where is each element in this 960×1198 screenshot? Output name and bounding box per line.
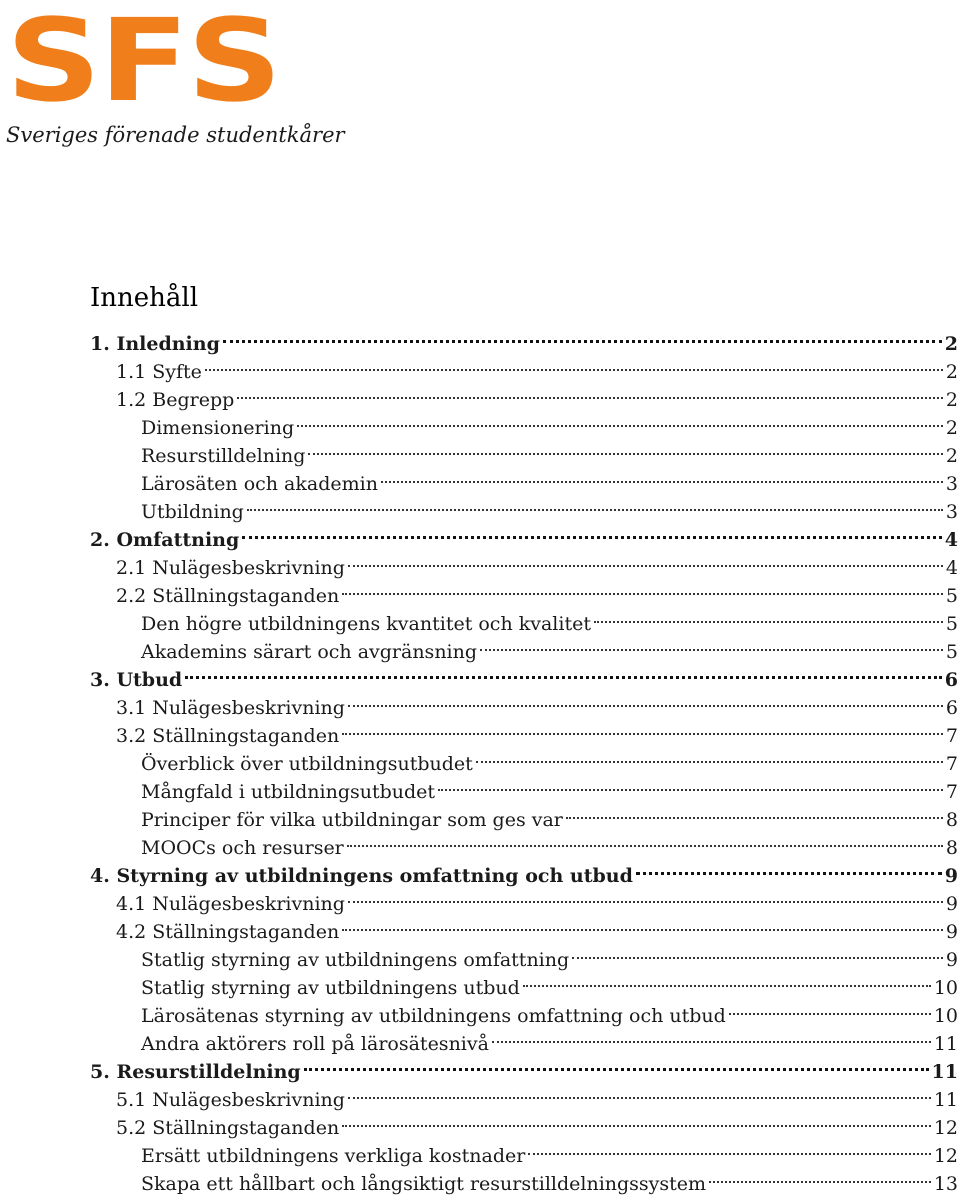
toc-entry-title: Statlig styrning av utbildningens utbud	[141, 977, 520, 999]
toc-page-number: 12	[933, 1145, 958, 1167]
toc-page-number: 2	[945, 389, 958, 411]
toc-entry[interactable]	[90, 322, 958, 355]
toc-dot-leader	[223, 322, 942, 350]
toc-entry-title: 5.2 Ställningstaganden	[116, 1117, 340, 1139]
toc-page-number: 3	[945, 473, 958, 495]
toc-page-number: 6	[945, 697, 958, 719]
toc-entry-title: 1. Inledning	[90, 333, 220, 355]
toc-entry-title: 2. Omfattning	[90, 529, 240, 551]
toc-entry-title: Lärosäten och akademin	[141, 473, 378, 495]
toc-page-number: 13	[933, 1173, 958, 1195]
toc-entry[interactable]	[90, 350, 958, 383]
toc-page-number: 7	[945, 753, 958, 775]
toc-entry[interactable]	[90, 378, 958, 411]
toc-entry-title: 5. Resurstilldelning	[90, 1061, 301, 1083]
toc-entry-title: Statlig styrning av utbildningens omfattning	[141, 949, 570, 971]
toc-page-number: 5	[945, 641, 958, 663]
toc-page-number: 10	[933, 1005, 958, 1027]
toc-entry-title: 3.2 Ställningstaganden	[116, 725, 340, 747]
toc-page-number: 9	[945, 893, 958, 915]
toc-dot-leader	[297, 406, 943, 434]
toc-dot-leader	[247, 490, 943, 518]
toc-entry[interactable]	[90, 658, 958, 691]
toc-page-number: 9	[945, 949, 958, 971]
toc-dot-leader	[205, 350, 943, 378]
toc-dot-leader	[348, 686, 943, 714]
toc-entry-title: 5.1 Nulägesbeskrivning	[116, 1089, 345, 1111]
toc-page-number: 4	[945, 557, 958, 579]
logo-tagline: Sveriges förenade studentkårer	[6, 123, 345, 147]
toc-dot-leader	[438, 770, 943, 798]
toc-entry-title: Andra aktörers roll på lärosätesnivå	[141, 1033, 489, 1055]
toc-dot-leader	[348, 882, 943, 910]
toc-page-number: 8	[945, 809, 958, 831]
toc-dot-leader	[348, 546, 943, 574]
toc-dot-leader	[185, 658, 942, 686]
toc-page-number: 9	[945, 921, 958, 943]
toc-entry-title: Ersätt utbildningens verkliga kostnader	[141, 1145, 526, 1167]
toc-dot-leader	[308, 434, 942, 462]
toc-dot-leader	[709, 1162, 931, 1190]
toc-entry-title: 1.1 Syfte	[116, 361, 202, 383]
toc-page-number: 8	[945, 837, 958, 859]
toc-dot-leader	[492, 1022, 931, 1050]
toc-entry-title: 3.1 Nulägesbeskrivning	[116, 697, 345, 719]
toc-dot-leader	[566, 798, 943, 826]
toc-entry-title: Den högre utbildningens kvantitet och kvalitet	[141, 613, 591, 635]
toc-page-number: 11	[931, 1061, 958, 1083]
toc-entry-title: Principer för vilka utbildningar som ges var	[141, 809, 563, 831]
toc-entry[interactable]	[90, 686, 958, 719]
toc-page-number: 3	[945, 501, 958, 523]
sfs-logo	[6, 0, 345, 154]
toc-page-number: 2	[945, 361, 958, 383]
toc-dot-leader	[242, 518, 941, 546]
toc-dot-leader	[347, 826, 943, 854]
toc-page-number: 9	[944, 865, 958, 887]
toc-entry-title: 3. Utbud	[90, 669, 183, 691]
toc-dot-leader	[528, 1134, 930, 1162]
toc-entry-title: 2.1 Nulägesbeskrivning	[116, 557, 345, 579]
toc-page-number: 5	[945, 585, 958, 607]
toc-heading: Innehåll	[90, 283, 199, 313]
toc-page-number: 6	[944, 669, 958, 691]
toc-dot-leader	[480, 630, 943, 658]
toc-dot-leader	[304, 1050, 929, 1078]
toc-page-number: 11	[933, 1033, 958, 1055]
toc-entry-title: MOOCs och resurser	[141, 837, 344, 859]
toc-page-number: 2	[945, 445, 958, 467]
toc-entry-title: Mångfald i utbildningsutbudet	[141, 781, 436, 803]
toc-dot-leader	[348, 1078, 931, 1106]
toc-dot-leader	[523, 966, 931, 994]
toc-entry-title: 4.2 Ställningstaganden	[116, 921, 340, 943]
toc-entry-title: Överblick över utbildningsutbudet	[141, 753, 473, 775]
toc-page-number: 5	[945, 613, 958, 635]
toc-entry-title: Lärosätenas styrning av utbildningens omfattning och utbud	[141, 1005, 726, 1027]
toc-page-number: 7	[945, 781, 958, 803]
toc-dot-leader	[729, 994, 931, 1022]
toc-page-number: 4	[944, 529, 958, 551]
toc-entry-title: Akademins särart och avgränsning	[141, 641, 478, 663]
toc-entry-title: Dimensionering	[141, 417, 295, 439]
toc-dot-leader	[342, 910, 943, 938]
toc-dot-leader	[636, 854, 942, 882]
toc-dot-leader	[381, 462, 943, 490]
table-of-contents	[90, 322, 958, 1195]
toc-dot-leader	[342, 1106, 931, 1134]
toc-page-number: 12	[933, 1117, 958, 1139]
toc-entry-title: 1.2 Begrepp	[116, 389, 235, 411]
toc-entry-title: 4. Styrning av utbildningens omfattning och utbud	[90, 865, 633, 887]
toc-entry-title: Skapa ett hållbart och långsiktigt resurstilldelningssystem	[141, 1173, 707, 1195]
toc-page-number: 11	[933, 1089, 958, 1111]
toc-dot-leader	[572, 938, 943, 966]
toc-page-number: 7	[945, 725, 958, 747]
toc-entry-title: Utbildning	[141, 501, 244, 523]
logo-mark: SFS	[6, 0, 280, 127]
toc-page-number: 2	[944, 333, 958, 355]
toc-dot-leader	[342, 714, 943, 742]
toc-dot-leader	[342, 574, 943, 602]
toc-dot-leader	[237, 378, 943, 406]
toc-dot-leader	[594, 602, 943, 630]
toc-entry-title: 4.1 Nulägesbeskrivning	[116, 893, 345, 915]
toc-page-number: 2	[945, 417, 958, 439]
toc-entry-title: Resurstilldelning	[141, 445, 306, 467]
toc-dot-leader	[476, 742, 943, 770]
toc-entry-title: 2.2 Ställningstaganden	[116, 585, 340, 607]
toc-page-number: 10	[933, 977, 958, 999]
